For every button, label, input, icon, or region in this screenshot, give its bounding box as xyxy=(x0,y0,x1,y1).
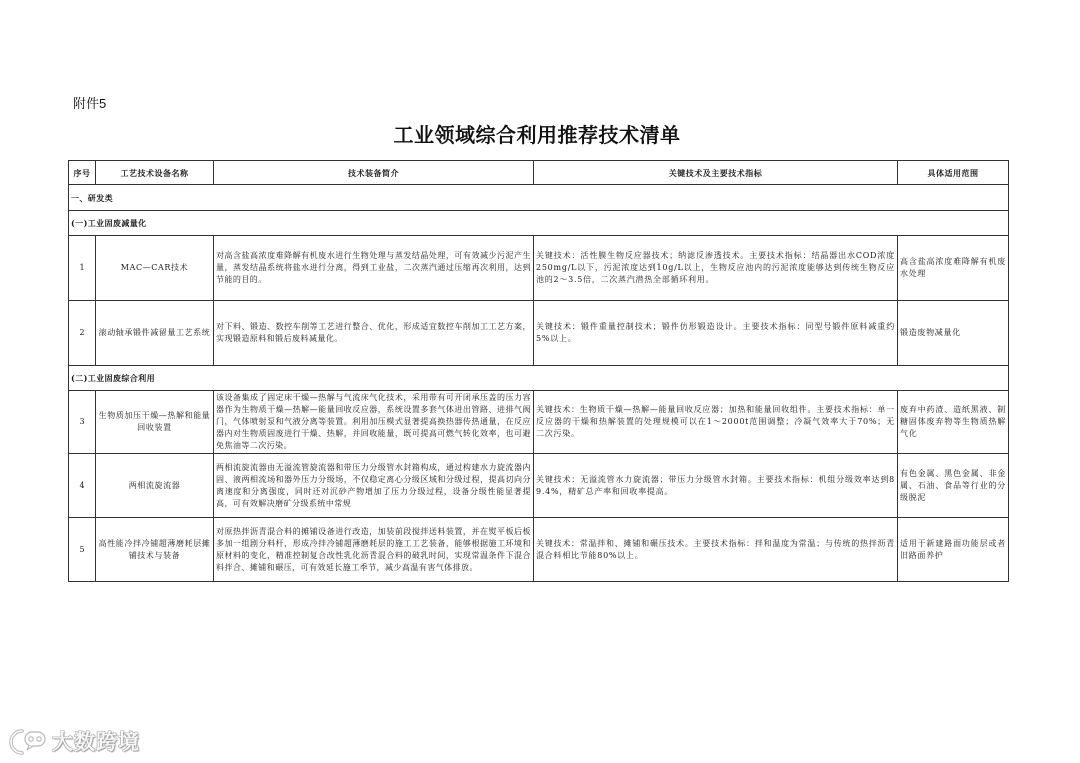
cell-no: 5 xyxy=(69,518,96,582)
cell-scope: 高含盐高浓度难降解有机废水处理 xyxy=(898,236,1009,301)
table-row xyxy=(69,518,1009,582)
cell-intro: 该设备集成了固定床干燥—热解与气流床气化技术，采用带有可开闭承压盖的压力容器作为生物质干燥—热解—能量回收反应器，系统设置多套气体进出管路、进排气阀门，气体喷射泵和气液分离等装置。利用加压模式显著提高换热器传热通量，在反应器内对生物质固废进行干燥、热解，并回收能量，既可提高可燃气转化效率，也可避免焦油等二次污染。 xyxy=(214,391,534,454)
header-tech: 关键技术及主要技术指标 xyxy=(534,161,898,185)
section-row xyxy=(69,366,1009,391)
technology-table xyxy=(68,160,1009,582)
cell-name: 高性能冷拌冷铺超薄磨耗层摊铺技术与装备 xyxy=(96,518,214,582)
table-row xyxy=(69,236,1009,301)
table-row xyxy=(69,301,1009,366)
cell-scope: 废弃中药渣、造纸黑液、制糖固体废弃物等生物质热解气化 xyxy=(898,391,1009,454)
cell-scope: 适用于新建路面功能层或者旧路面养护 xyxy=(898,518,1009,582)
cell-tech: 关键技术：无溢流管水力旋流器；带压力分级管水封箱。主要技术指标：机组分级效率达到89.4%，精矿总产率和回收率提高。 xyxy=(534,454,898,518)
cell-tech: 关键技术：活性膜生物反应器技术；纳滤反渗透技术。主要技术指标：结晶器出水COD浓度250mg/L以下，污泥浓度达到10g/L以上，生物反应池内的污泥浓度能够达到传统生物反应池的2～3.5倍，二次蒸汽潜热全部循环利用。 xyxy=(534,236,898,301)
header-name: 工艺技术设备名称 xyxy=(96,161,214,185)
cell-no: 4 xyxy=(69,454,96,518)
cell-name: 滚动轴承锻件减留量工艺系统 xyxy=(96,301,214,366)
header-no: 序号 xyxy=(69,161,96,185)
cell-intro: 两相流旋流器由无溢流管旋流器和带压力分级管水封箱构成，通过构建水力旋流器内固、液两相流场和器外压力分级场，不仅稳定离心分级区域和分级过程，提高切向分离速度和分离强度，同时还对沉砂产物增加了压力分级过程，设备分级性能显著提高，可有效解决磨矿分级系统中常规 xyxy=(214,454,534,518)
cell-intro: 对下料、锻造、数控车削等工艺进行整合、优化，形成适宜数控车削加工工艺方案，实现锻造原料和锻后废料减量化。 xyxy=(214,301,534,366)
document-title: 工业领域综合利用推荐技术清单 xyxy=(393,123,681,147)
cell-tech: 关键技术：常温拌和、摊铺和碾压技术。主要技术指标：拌和温度为常温；与传统的热拌沥青混合料相比节能80%以上。 xyxy=(534,518,898,582)
attachment-label: 附件5 xyxy=(73,96,107,111)
cell-tech: 关键技术：生物质干燥—热解—能量回收反应器；加热和能量回收组件。主要技术指标：单一反应器的干燥和热解装置的处理规模可以在1～2000t范围调整；冷凝气效率大于70%；无二次污染。 xyxy=(534,391,898,454)
cell-scope: 有色金属、黑色金属、非金属、石油、食品等行业的分级脱泥 xyxy=(898,454,1009,518)
section-title: (一)工业固废减量化 xyxy=(69,211,1009,236)
cell-intro: 对高含盐高浓度难降解有机废水进行生物处理与蒸发结晶处理，可有效减少污泥产生量，蒸发结晶系统将盐水进行分离，得到工业盐，二次蒸汽通过压缩再次利用，达到节能的目的。 xyxy=(214,236,534,301)
table-row xyxy=(69,454,1009,518)
cell-tech: 关键技术：锻件重量控制技术；锻件仿形锻造设计。主要技术指标：同型号锻件原料减重约5%以上。 xyxy=(534,301,898,366)
cell-no: 2 xyxy=(69,301,96,366)
table-header-row xyxy=(69,161,1009,185)
cell-scope: 锻造废物减量化 xyxy=(898,301,1009,366)
cell-name: 两相流旋流器 xyxy=(96,454,214,518)
watermark-text: 大数跨境 xyxy=(52,730,140,754)
section-row xyxy=(69,211,1009,236)
cell-name: MAC—CAR技术 xyxy=(96,236,214,301)
cell-no: 1 xyxy=(69,236,96,301)
section-title: (二)工业固废综合利用 xyxy=(69,366,1009,391)
table-row xyxy=(69,391,1009,454)
cell-intro: 对原热拌沥青混合料的摊铺设备进行改造，加装前段搅拌送料装置，并在熨平板后板多加一组剧分料杆，形成冷拌冷铺超薄磨耗层的施工工艺装备，能够根据施工环境和原材料的变化，精准控制复合改性乳化沥青混合料的破乳时间，实现常温条件下混合料拌合、摊铺和碾压，可有效延长施工季节，减少高温有害气体排放。 xyxy=(214,518,534,582)
brand-logo-icon xyxy=(8,726,48,758)
category-row xyxy=(69,185,1009,211)
header-intro: 技术装备简介 xyxy=(214,161,534,185)
cell-name: 生物质加压干燥—热解和能量回收装置 xyxy=(96,391,214,454)
category-title: 一、研发类 xyxy=(69,185,1009,211)
cell-no: 3 xyxy=(69,391,96,454)
header-scope: 具体适用范围 xyxy=(898,161,1009,185)
